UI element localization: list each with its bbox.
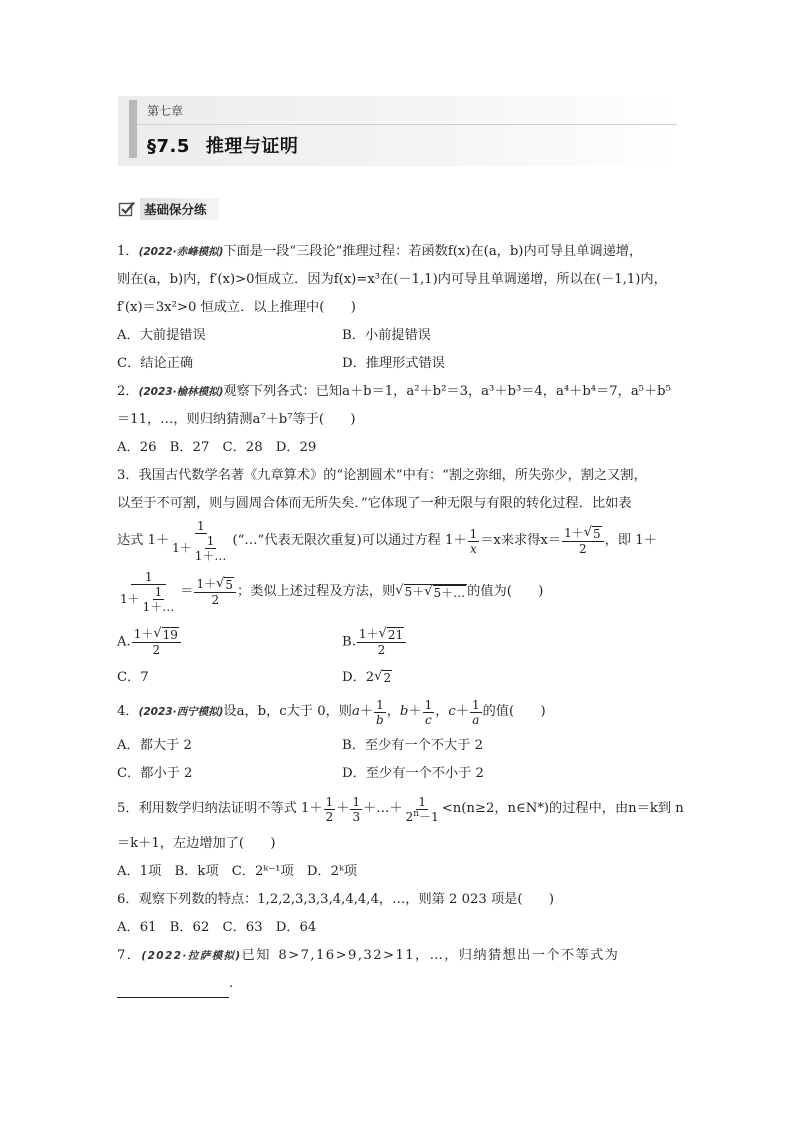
q3-options-row-2 [117, 664, 679, 692]
q4-source: (2023·西宁模拟) [138, 706, 224, 718]
q3-line-2: 以至于不可割，则与圆周合体而无所失矣．”它体现了一种无限与有限的转化过程．比如表 [117, 496, 632, 511]
q4-options-row-1 [117, 732, 679, 760]
q7-line-2: . [117, 970, 679, 998]
q2-line-1: 2．(2023·榆林模拟)观察下列各式：已知a＋b＝1，a²＋b²＝3，a³＋b³＝4，a⁴＋b⁴＝7，a⁵＋b⁵ [117, 384, 671, 399]
q6-options[interactable]: A．61 B．62 C．63 D．64 [117, 920, 317, 935]
q3-options-row-1 [117, 620, 679, 664]
answer-blank[interactable] [117, 981, 229, 998]
q1-option-d[interactable]: D．推理形式错误 [342, 356, 445, 371]
q7-line-1: 7．(2022·拉萨模拟)已知 8>7,16>9,32>11，…，归纳猜想出一个不等式为 [117, 948, 620, 963]
checkbox-check-icon [118, 200, 136, 218]
q6-line-1: 6．观察下列数的特点：1,2,2,3,3,3,4,4,4,4，…，则第 2 023 项是( ) [117, 892, 555, 907]
tag-label: 基础保分练 [140, 198, 219, 220]
q4-option-b[interactable]: B．至少有一个不大于 2 [342, 738, 483, 753]
q3-option-a[interactable]: A. 1＋ √ 19 2 [117, 627, 342, 657]
q1-options-row-2 [117, 350, 679, 378]
q2-line-2: ＝11，…，则归纳猜测a⁷＋b⁷等于( ) [117, 412, 356, 427]
q1-options-row-1 [117, 322, 679, 350]
continued-fraction: 1 1＋ $\frac{1}{1+\dots}$ [172, 519, 227, 563]
q3-option-d[interactable]: D．2 √ 2 [342, 669, 392, 685]
section-title: 推理与证明 [205, 136, 299, 157]
q7-source: (2022·拉萨模拟) [141, 950, 242, 962]
q3-option-c[interactable]: C．7 [117, 670, 149, 685]
q1-source: (2022·赤峰模拟) [138, 246, 224, 258]
q4-line-1: 4． (2023·西宁模拟) 设a，b，c大于 0，则 a ＋ $\frac{1}{b}$ ， b ＋ $\frac{1}{c}$ ， c ＋ $\frac{1}{a}$ 的值( ) [117, 697, 546, 727]
q4-option-a[interactable]: A．都大于 2 [117, 738, 192, 753]
q3-line-4: 1 1＋ $\frac{1}{1+\dots}$ ＝ 1＋ √ 5 2 ；类似上述过程及方法，则 √ 5＋ √ 5＋… 的值为( ) [120, 570, 544, 614]
q1-line-1: 1．(2022·赤峰模拟)下面是一段“三段论”推理过程：若函数f(x)在(a，b)内可导且单调递增， [117, 244, 643, 259]
q1-option-a[interactable]: A．大前提错误 [117, 328, 206, 343]
q3-line-3: 达式 1＋ 1 1＋ $\frac{1}{1+\dots}$ (“…”代表无限次重复)可以通过方程 1＋ $\frac{1}{x}$ ＝x来求得x＝ 1＋ √ 5 2 ，即 1＋ [117, 519, 657, 563]
q1-line-2: 则在(a，b)内，f′(x)>0恒成立．因为f(x)=x³在(－1,1)内可导且单调递增，所以在(－1,1)内， [117, 272, 667, 287]
q3-option-b[interactable]: B. 1＋ √ 21 2 [342, 627, 567, 657]
q5-options[interactable]: A．1项 B．k项 C．2ᵏ⁻¹项 D．2ᵏ项 [117, 864, 357, 879]
q4-option-d[interactable]: D．至少有一个不小于 2 [342, 766, 484, 781]
q3-line-1: 3．我国古代数学名著《九章算术》的“论割圆术”中有：“割之弥细，所失弥少，割之又割， [117, 468, 647, 483]
q2-options[interactable]: A．26 B．27 C．28 D．29 [117, 440, 317, 455]
q1-line-3: f′(x)＝3x²>0 恒成立．以上推理中( ) [117, 300, 356, 315]
header-divider [137, 124, 677, 125]
chapter-label: 第七章 [147, 104, 184, 118]
header-accent-bar [129, 100, 137, 158]
q1-option-c[interactable]: C．结论正确 [117, 356, 194, 371]
question-list [117, 238, 684, 998]
q4-options-row-2 [117, 760, 679, 788]
continued-fraction-2: 1 1＋ $\frac{1}{1+\dots}$ [120, 570, 175, 614]
page-title [147, 132, 298, 158]
q5-line-1: 5．利用数学归纳法证明不等式 1＋ $\frac{1}{2}$ ＋ $\frac{1}{3}$ ＋…＋ $\frac{1}{2^n-1}$ <n(n≥2，n∈N*)的过程中，由n＝k到 n [117, 794, 684, 824]
q1-option-b[interactable]: B．小前提错误 [342, 328, 431, 343]
section-number: §7.5 [147, 136, 190, 157]
q4-option-c[interactable]: C．都小于 2 [117, 766, 193, 781]
q5-line-2: ＝k＋1，左边增加了( ) [117, 836, 276, 851]
section-tag [118, 198, 219, 219]
nested-radical: √ 5＋ √ 5＋… [395, 583, 466, 600]
q2-source: (2023·榆林模拟) [138, 386, 224, 398]
